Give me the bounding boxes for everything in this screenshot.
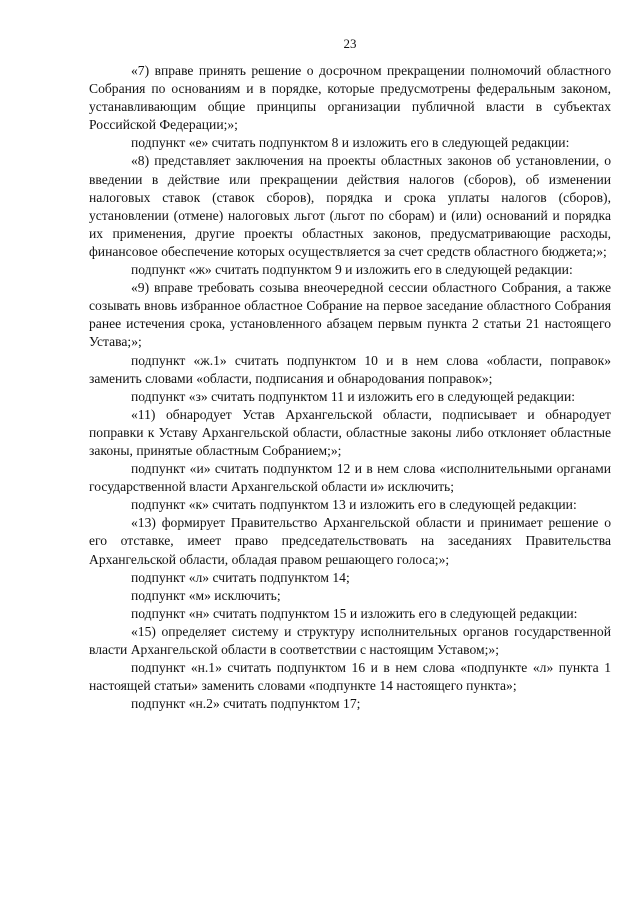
paragraph-8: «11) обнародует Устав Архангельской области, подписывает и обнародует поправки к Уставу Архангельской области, областные законы либо отклоняет областные законы, принятые областным Собранием;»; xyxy=(89,406,611,458)
paragraph-1: «7) вправе принять решение о досрочном прекращении полномочий областного Собрания по основаниям и в порядке, которые предусмотрены федеральным законом, устанавливающим общие принципы организации публичной власти в субъектах Российской Федерации;»; xyxy=(89,63,611,133)
paragraph-16: подпункт «н.1» считать подпунктом 16 и в нем слова «подпункте «л» пункта 1 настоящей статьи» заменить словами «подпункте 14 настоящего пункта»; xyxy=(89,660,611,694)
paragraph-5: «9) вправе требовать созыва внеочередной сессии областного Собрания, а также созывать вновь избранное областное Собрание на первое заседание областного Собрания ранее истечения срока, установленного абзацем первым пункта 2 статьи 21 настоящего Устава;»; xyxy=(89,280,611,350)
paragraph-4: подпункт «ж» считать подпунктом 9 и изложить его в следующей редакции: xyxy=(131,262,573,278)
paragraph-3: «8) представляет заключения на проекты областных законов об установлении, о введении в действие или прекращении действия налогов (сборов), об изменении налоговых ставок (ставок сборов), порядка и срока уплаты налогов (сборов), установлении (отмене) налоговых льгот (льгот по сборам) и (или) оснований и порядка их применения, другие проекты областных законов, предусматривающие расходы, финансовое обеспечение которых осуществляется за счет средств областного бюджета;»; xyxy=(89,153,611,259)
paragraph-13: подпункт «м» исключить; xyxy=(131,587,281,603)
paragraph-14: подпункт «н» считать подпунктом 15 и изложить его в следующей редакции: xyxy=(131,605,578,621)
document-page xyxy=(89,36,611,713)
paragraph-11: «13) формирует Правительство Архангельской области и принимает решение о его отставке, имеет право председательствовать на заседаниях Правительства Архангельской области, обладая правом решающего голоса;»; xyxy=(89,515,611,567)
paragraph-17: подпункт «н.2» считать подпунктом 17; xyxy=(131,696,361,712)
paragraph-12: подпункт «л» считать подпунктом 14; xyxy=(131,569,350,585)
paragraph-6: подпункт «ж.1» считать подпунктом 10 и в нем слова «области, поправок» заменить словами «области, подписания и обнародования поправок»; xyxy=(89,352,611,386)
paragraph-9: подпункт «и» считать подпунктом 12 и в нем слова «исполнительными органами государственной власти Архангельской области и» исключить; xyxy=(89,461,611,495)
paragraph-15: «15) определяет систему и структуру исполнительных органов государственной власти Архангельской области в соответствии с настоящим Уставом;»; xyxy=(89,623,611,657)
paragraph-2: подпункт «е» считать подпунктом 8 и изложить его в следующей редакции: xyxy=(131,135,570,151)
page-number: 23 xyxy=(343,36,357,51)
paragraph-10: подпункт «к» считать подпунктом 13 и изложить его в следующей редакции: xyxy=(131,497,577,513)
paragraph-7: подпункт «з» считать подпунктом 11 и изложить его в следующей редакции: xyxy=(131,388,575,404)
